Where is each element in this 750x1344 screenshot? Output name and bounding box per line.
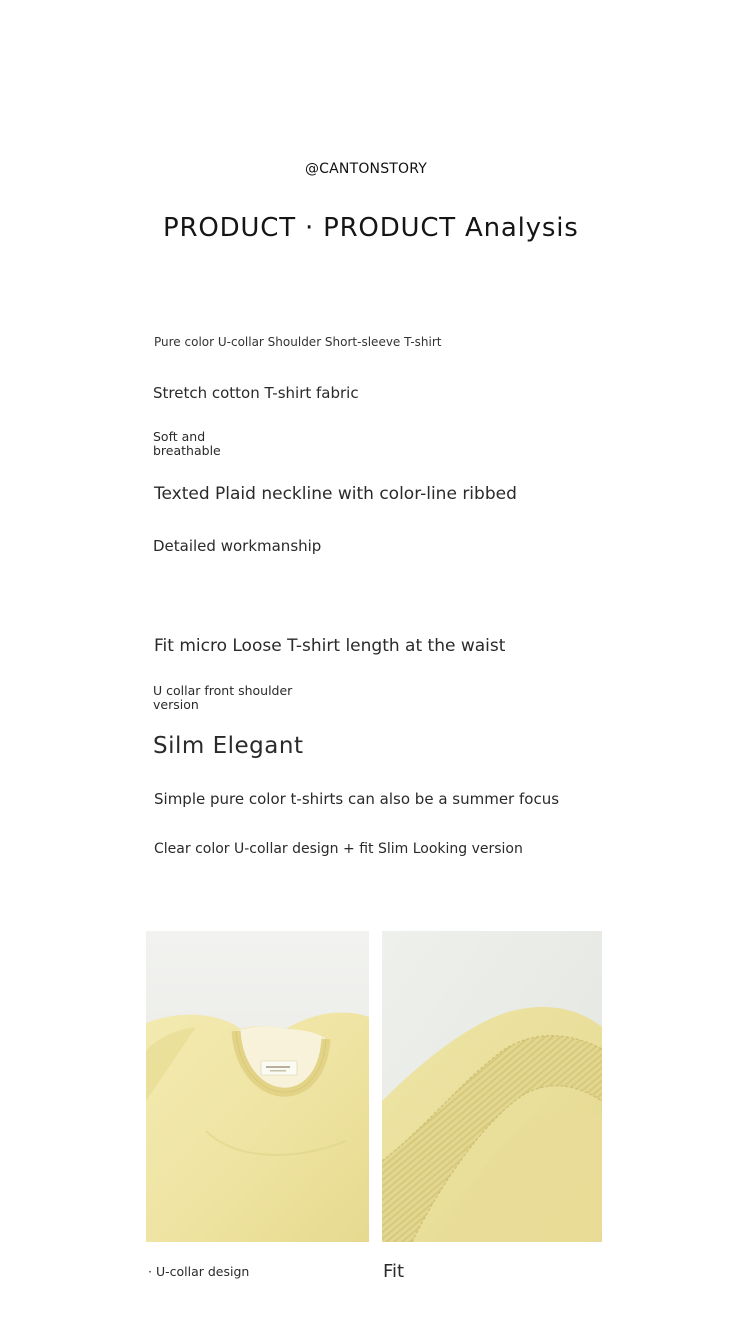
version-note: U collar front shoulder version xyxy=(153,683,293,712)
fabric-note: Soft and breathable xyxy=(153,429,221,458)
gallery-caption-collar: · U-collar design xyxy=(148,1264,250,1279)
page-title: PRODUCT · PRODUCT Analysis xyxy=(163,213,579,243)
product-name: Pure color U-collar Shoulder Short-sleeve T-shirt xyxy=(154,335,442,349)
fabric-text: Stretch cotton T-shirt fabric xyxy=(153,384,359,402)
headline: Silm Elegant xyxy=(153,733,304,759)
yellow-tshirt-ribbed-neckline-closeup xyxy=(382,931,602,1242)
gallery-caption-fit: Fit xyxy=(383,1261,405,1282)
workmanship-text: Detailed workmanship xyxy=(153,537,322,555)
neckline-text: Texted Plaid neckline with color-line ribbed xyxy=(154,484,517,504)
fit-text: Fit micro Loose T-shirt length at the waist xyxy=(154,636,506,656)
tagline: Simple pure color t-shirts can also be a summer focus xyxy=(154,790,560,808)
yellow-tshirt-collar-photo xyxy=(146,931,369,1242)
brand-handle: @CANTONSTORY xyxy=(304,161,428,177)
design-note: Clear color U-collar design + fit Slim Looking version xyxy=(154,841,523,857)
